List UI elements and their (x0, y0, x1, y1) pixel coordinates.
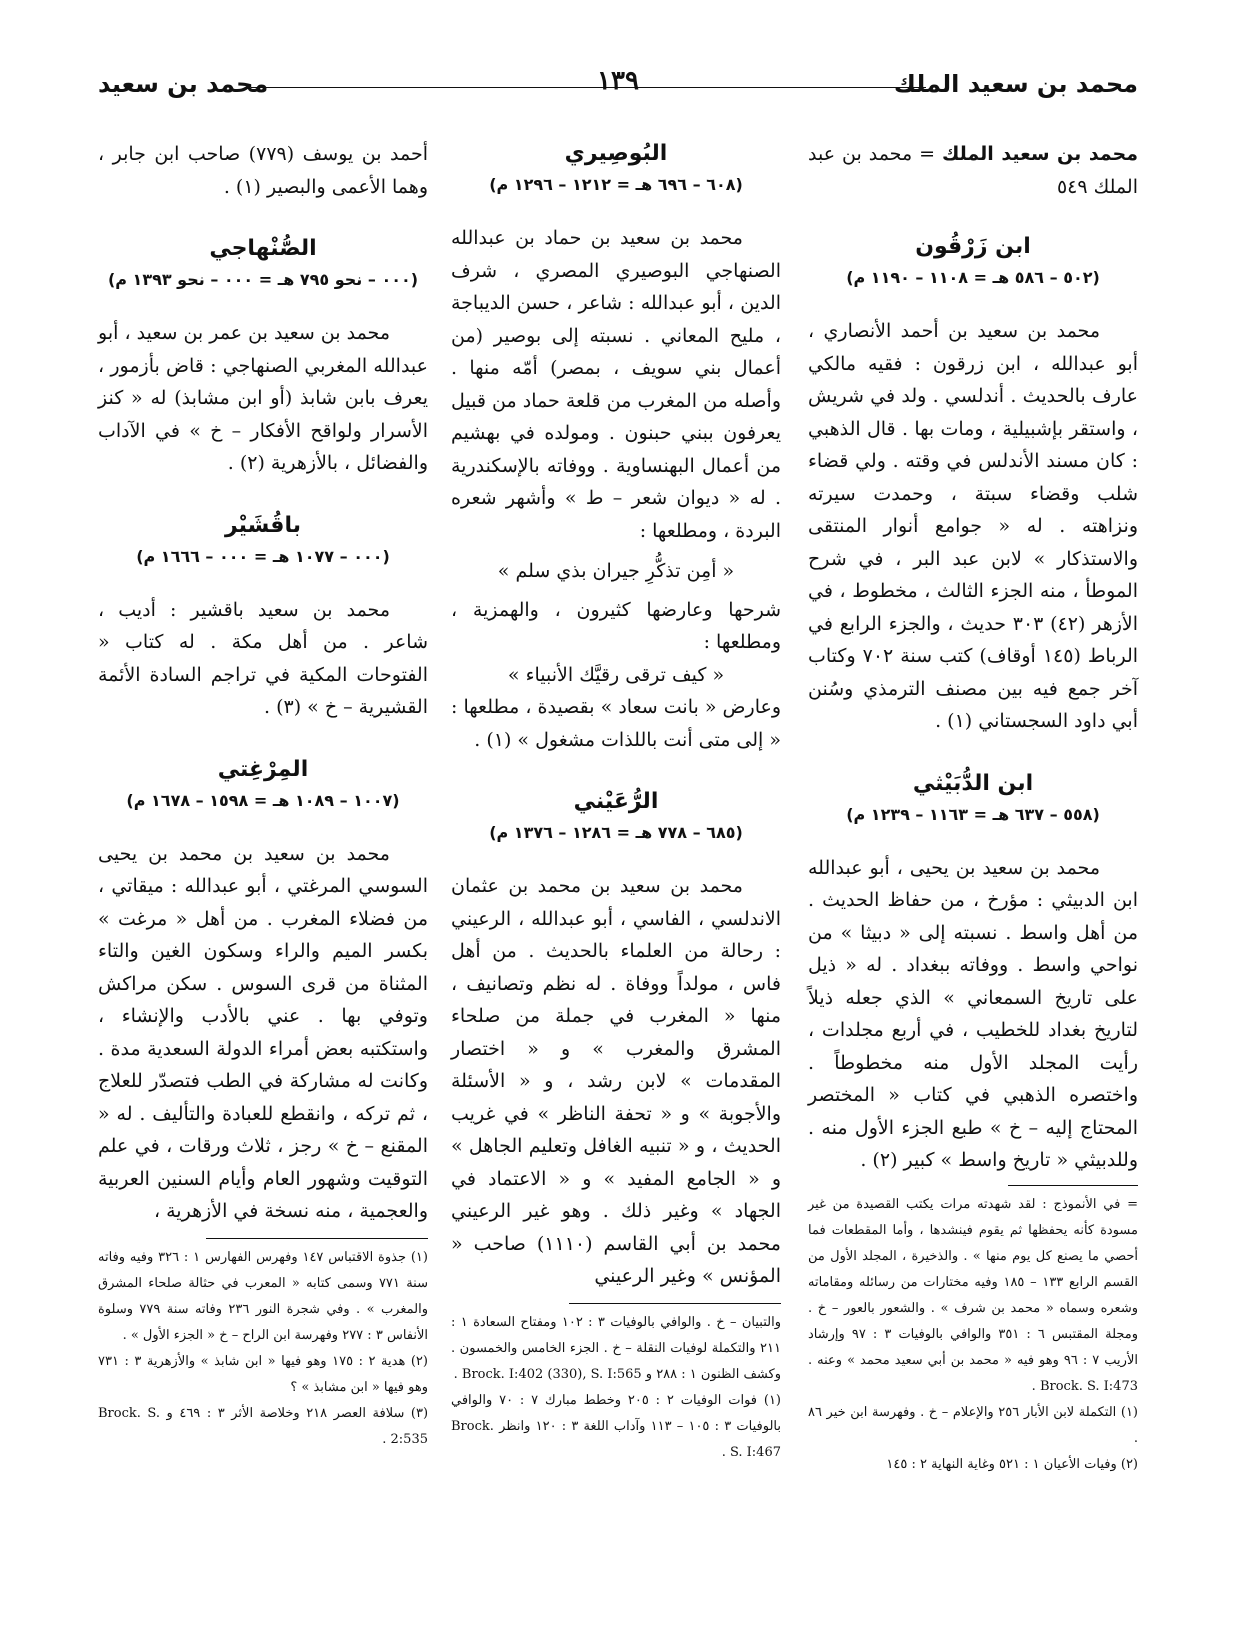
entry-dates: (٠٠٠ – نحو ٧٩٥ هـ = ٠٠٠ – نحو ١٣٩٣ م) (107, 270, 419, 289)
column-left (98, 138, 428, 1453)
entry-body: محمد بن سعيد بن يحيى ، أبو عبدالله ابن الدبيثي : مؤرخ ، من حفاظ الحديث . من أهل واسط . نسبته إلى « دبيثا » من نواحي واسط . ووفاته ببغداد . له « ذيل على تاريخ السمعاني » الذي جعله ذيلاً لتاريخ بغداد للخطيب ، في أربع مجلدات ، رأيت المجلد الأول منه مخطوطاً . واختصره الذهبي في كتاب « المختصر المحتاج إليه – خ » طبع الجزء الأول منه . وللدبيثي « تاريخ واسط » كبير (٢) . (808, 856, 1138, 1171)
footnote: (١) جذوة الاقتباس ١٤٧ وفهرس الفهارس ١ : ٣٢٦ وفيه وفاته سنة ٧٧١ وسمى كتابه « المعرب في حثالة صلحاء المشرق والمغرب » . وفي شجرة النور ٢٣٦ وفاته سنة ٧٧٩ وسلوة الأنفاس ٣ : ٢٧٧ وفهرسة ابن الراح – خ « الجزء الأول » . (98, 1249, 428, 1343)
entry-body: محمد بن سعيد بن أحمد الأنصاري ، أبو عبدالله ، ابن زرقون : فقيه مالكي عارف بالحديث . أندلسي . ولد في شريش ، واستقر بإشبيلية ، ومات بها . قال الذهبي : كان مسند الأندلس في وقته . ولي قضاء شلب وقضاء سبتة ، وحمدت سيرته ونزاهته . له « جوامع أنوار المنتقى والاستذكار » لابن عبد البر ، في شرح الموطأ ، منه الجزء الثالث ، مخطوط ، في الأزهر (٤٢) ٣٠٣ حديث ، والجزء الرابع في الرباط (١٤٥ أوقاف) كتب سنة ٧٠٢ وكتاب آخر جمع فيه بين مصنف الترمذي وسُنن أبي داود السجستاني (١) . (808, 320, 1139, 732)
entry-body: محمد بن سعيد بن عمر بن سعيد ، أبو عبدالله المغربي الصنهاجي : قاض بأزمور ، يعرف بابن شابذ (أو ابن مشابذ) له « كنز الأسرار ولواقح الأفكار – خ » في الآداب والفضائل ، بالأزهرية (٢) . (98, 322, 428, 474)
entry-body: محمد بن سعيد بن حماد بن عبدالله الصنهاجي البوصيري المصري ، شرف الدين ، أبو عبدالله : شاعر ، حسن الديباجة ، مليح المعاني . نسبته إلى بوصير (من أعمال بني سويف ، بمصر) أمّه منها . وأصله من المغرب من قلعة حماد من قبيل يعرفون ببني حبنون . ومولده في بهشيم من أعمال البهنساوية . ووفاته بالإسكندرية . له « ديوان شعر – ط » وأشهر شعره البردة ، ومطلعها : (451, 227, 781, 542)
entry-title: الرُّعَيْني (573, 789, 659, 814)
cross-reference-entry (808, 138, 1138, 203)
entry-dates: (٥٥٨ – ٦٣٧ هـ = ١١٦٣ – ١٢٣٩ م) (846, 804, 1100, 824)
entry-dates: (٦٨٥ – ٧٧٨ هـ = ١٢٨٦ – ١٣٧٦ م) (489, 823, 743, 842)
entry-title: باقُشَيْر (225, 512, 301, 538)
footnote: = في الأنموذج : لقد شهدته مرات يكتب القصيدة من غير مسودة كأنه يحفظها ثم يقوم فينشدها ، وأما المقطعات فما أحصي ما يصنع كل يوم منها » . والذخيرة ، المجلد الأول من القسم الرابع ١٣٣ – ١٨٥ وفيه مختارات من رسائله ومقاماته وشعره وسماه « محمد بن شرف » . والشعور بالعور – خ . ومجلة المقتبس ٦ : ٣٥١ والوافي بالوفيات ٣ : ٩٧ وإرشاد الأريب ٧ : ٩٦ وهو فيه « محمد بن أبي سعيد محمد » وعنه . Brock. S. I:473 . (808, 1196, 1139, 1394)
entry-title: ابن الدُّبَيْثي (912, 770, 1034, 796)
column-right (808, 138, 1138, 1478)
footnote: (٢) وفيات الأعيان ١ : ٥٢١ وغاية النهاية ٢ : ١٤٥ (886, 1456, 1138, 1472)
verse-line: « أمِن تذكُّرِ جيران بذي سلم » (497, 560, 735, 582)
entry-title: البُوصِيري (564, 141, 668, 166)
header-left-title: محمد بن سعيد (98, 70, 269, 98)
footnote: (٢) هدية ٢ : ١٧٥ وهو فيها « ابن شابذ » والأزهرية ٣ : ٧٣١ وهو فيها « ابن مشابذ » ؟ (98, 1353, 428, 1395)
entry-continuation: أحمد بن يوسف (٧٧٩) صاحب ابن جابر ، وهما الأعمى والبصير (١) . (98, 143, 428, 198)
entry-dates: (٥٠٢ – ٥٨٦ هـ = ١١٠٨ – ١١٩٠ م) (846, 268, 1100, 287)
cross-reference-name: محمد بن سعيد الملك (941, 143, 1138, 165)
footnote: والتبيان – خ . والوافي بالوفيات ٣ : ١٠٢ ومفتاح السعادة ١ : ٢١١ والتكملة لوفيات النقلة – خ . الجزء الخامس والخمسون . وكشف الظنون ١ : ٢٨٨ و Brock. I:402 (330), S. I:565 . (451, 1314, 781, 1382)
header-right-title: محمد بن سعيد الملك (893, 70, 1138, 98)
footnote: (٣) سلافة العصر ٢١٨ وخلاصة الأثر ٣ : ٤٦٩ و Brock. S. 2:535 . (98, 1405, 429, 1447)
page-number: ١٣٩ (597, 66, 639, 96)
entry-body-continued: وعارض « بانت سعاد » بقصيدة ، مطلعها : « إلى متى أنت باللذات مشغول » (١) . (451, 696, 781, 751)
entry-dates: (٦٠٨ – ٦٩٦ هـ = ١٢١٢ – ١٢٩٦ م) (489, 175, 743, 194)
running-header (98, 62, 1138, 108)
entry-body: محمد بن سعيد باقشير : أديب ، شاعر . من أهل مكة . له كتاب « الفتوحات المكية في تراجم السادة الأئمة القشيرية – خ » (٣) . (98, 598, 428, 718)
verse-line: « كيف ترقى رقيَّك الأنبياء » (507, 663, 725, 686)
entry-title: المِرْغِتي (217, 756, 309, 782)
footnote: (١) فوات الوفيات ٢ : ٢٠٥ وخطط مبارك ٧ : ٧٠ والوافي بالوفيات ٣ : ١٠٥ – ١١٣ وآداب اللغة ٣ : ١٢٠ وانظر Brock. S. I:467 . (451, 1392, 781, 1460)
entry-body-continued: شرحها وعارضها كثيرون ، والهمزية ، ومطلعها : (451, 598, 781, 653)
cross-reference-text: = محمد بن عبد الملك ٥٤٩ (808, 143, 1138, 198)
footnote: (١) التكملة لابن الأبار ٢٥٦ والإعلام – خ . وفهرسة ابن خير ٨٦ . (808, 1404, 1138, 1446)
entry-body: محمد بن سعيد بن محمد بن عثمان الاندلسي ، الفاسي ، أبو عبدالله ، الرعيني : رحالة من العلماء بالحديث . من أهل فاس ، مولداً ووفاة . له نظم وتصانيف ، منها « المغرب في جملة من صلحاء المشرق والمغرب » و « اختصار المقدمات » لابن رشد ، و « الأسئلة والأجوبة » و « تحفة الناظر » في غريب الحديث ، و « تنبيه الغافل وتعليم الجاهل » و « الجامع المفيد » و « الاعتماد في الجهاد » وغير ذلك . وهو غير الرعيني محمد بن أبي القاسم (١١١٠) صاحب « المؤنس » وغير الرعيني (451, 875, 781, 1287)
column-middle (451, 138, 781, 1466)
entry-dates: (٠٠٠ – ١٠٧٧ هـ = ٠٠٠ – ١٦٦٦ م) (136, 546, 390, 566)
header-rule-left (251, 87, 588, 88)
entry-title: الصُّنْهاجي (209, 236, 317, 261)
entry-title: ابن زَرْقُون (915, 234, 1031, 259)
entry-dates: (١٠٠٧ – ١٠٨٩ هـ = ١٥٩٨ – ١٦٧٨ م) (126, 790, 400, 810)
entry-body: محمد بن سعيد بن محمد بن يحيى السوسي المرغتي ، أبو عبدالله : ميقاتي ، من فضلاء المغرب . من أهل « مرغت » بكسر الميم والراء وسكون الغين والتاء المثناة من قرى السوس . سكن مراكش وتوفي بها . عني بالأدب والإنشاء ، واستكتبه بعض أمراء الدولة السعدية مدة . وكانت له مشاركة في الطب فتصدّر للعلاج ، ثم تركه ، وانقطع للعبادة والتأليف . له « المقنع – خ » رجز ، ثلاث ورقات ، في علم التوقيت وشهور العام وأيام السنين العربية والعجمية ، منه نسخة في الأزهرية ، (98, 842, 428, 1222)
